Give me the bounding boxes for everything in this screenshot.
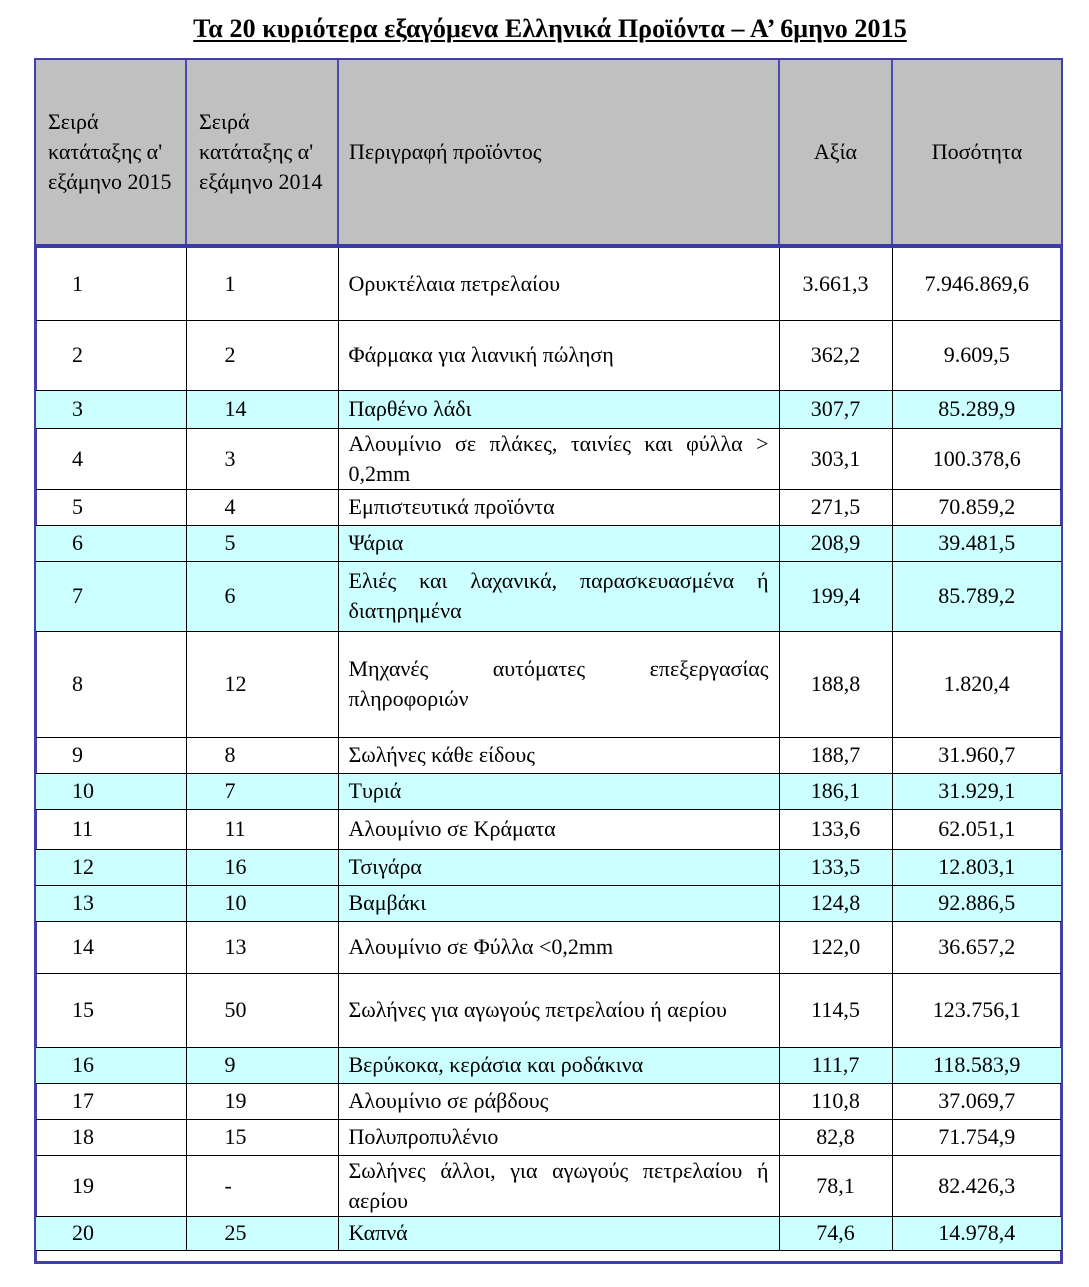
- cell-rank-2015: 1: [36, 246, 186, 320]
- cell-quantity: 37.069,7: [892, 1083, 1061, 1119]
- cell-value: 271,5: [779, 489, 892, 525]
- cell-rank-2015: 17: [36, 1083, 186, 1119]
- cell-value: 3.661,3: [779, 246, 892, 320]
- cell-quantity: 7.946.869,6: [892, 246, 1061, 320]
- cell-description: Φάρμακα για λιανική πώληση: [338, 320, 779, 390]
- cell-rank-2015: 3: [36, 390, 186, 428]
- cell-quantity: 118.583,9: [892, 1047, 1061, 1083]
- cell-description: Τσιγάρα: [338, 849, 779, 885]
- cell-rank-2015: 9: [36, 737, 186, 773]
- cell-rank-2014: 11: [186, 809, 338, 849]
- table-row: [36, 489, 1061, 525]
- cell-description: Σωλήνες κάθε είδους: [338, 737, 779, 773]
- header-rank-2014: [186, 60, 338, 246]
- cell-rank-2015: 16: [36, 1047, 186, 1083]
- cell-value: 362,2: [779, 320, 892, 390]
- cell-description: Ψάρια: [338, 525, 779, 561]
- cell-quantity: 39.481,5: [892, 525, 1061, 561]
- cell-rank-2014: -: [186, 1155, 338, 1216]
- cell-rank-2015: 15: [36, 973, 186, 1047]
- table-row: [36, 1155, 1061, 1216]
- cell-rank-2015: 6: [36, 525, 186, 561]
- cell-value: 188,8: [779, 631, 892, 737]
- cell-quantity: 9.609,5: [892, 320, 1061, 390]
- cell-value: 110,8: [779, 1083, 892, 1119]
- cell-rank-2015: 20: [36, 1216, 186, 1250]
- document-title: Τα 20 κυριότερα εξαγόμενα Ελληνικά Προϊόντα – Α’ 6μηνο 2015: [193, 14, 907, 43]
- cell-rank-2014: 19: [186, 1083, 338, 1119]
- header-quantity: Ποσότητα: [892, 60, 1061, 246]
- cell-description: Βερύκοκα, κεράσια και ροδάκινα: [338, 1047, 779, 1083]
- cell-rank-2015: 18: [36, 1119, 186, 1155]
- table-row: [36, 885, 1061, 921]
- table-row: [36, 737, 1061, 773]
- table-row: [36, 525, 1061, 561]
- table-row: [36, 849, 1061, 885]
- cell-rank-2015: 2: [36, 320, 186, 390]
- cell-rank-2015: 5: [36, 489, 186, 525]
- cell-description: Ελιές και λαχανικά, παρασκευασμένα ή διατηρημένα: [338, 561, 779, 631]
- cell-rank-2015: 7: [36, 561, 186, 631]
- cell-quantity: 12.803,1: [892, 849, 1061, 885]
- cell-rank-2014: 7: [186, 773, 338, 809]
- cell-rank-2014: 13: [186, 921, 338, 973]
- cell-description: Σωλήνες άλλοι, για αγωγούς πετρελαίου ή αερίου: [338, 1155, 779, 1216]
- cell-rank-2014: 1: [186, 246, 338, 320]
- cell-description: Αλουμίνιο σε Κράματα: [338, 809, 779, 849]
- cell-value: 82,8: [779, 1119, 892, 1155]
- cell-rank-2014: 10: [186, 885, 338, 921]
- header-rank-2014-label: Σειρά κατάταξης α' εξάμηνο 2014: [199, 109, 323, 194]
- header-row: [36, 60, 1061, 246]
- cell-quantity: 82.426,3: [892, 1155, 1061, 1216]
- cell-value: 133,6: [779, 809, 892, 849]
- cell-value: 186,1: [779, 773, 892, 809]
- table-row: [36, 320, 1061, 390]
- cell-description: Μηχανές αυτόματες επεξεργασίας πληροφοριών: [338, 631, 779, 737]
- cell-rank-2014: 50: [186, 973, 338, 1047]
- table-row: [36, 631, 1061, 737]
- cell-quantity: 62.051,1: [892, 809, 1061, 849]
- cell-rank-2014: 15: [186, 1119, 338, 1155]
- cell-quantity: 92.886,5: [892, 885, 1061, 921]
- cell-rank-2015: 19: [36, 1155, 186, 1216]
- cell-description: Αλουμίνιο σε Φύλλα <0,2mm: [338, 921, 779, 973]
- cell-value: 303,1: [779, 428, 892, 489]
- cell-value: 133,5: [779, 849, 892, 885]
- cell-rank-2014: 6: [186, 561, 338, 631]
- cell-rank-2015: 11: [36, 809, 186, 849]
- cell-value: 307,7: [779, 390, 892, 428]
- cell-value: 188,7: [779, 737, 892, 773]
- cell-rank-2014: 16: [186, 849, 338, 885]
- cell-quantity: 70.859,2: [892, 489, 1061, 525]
- cell-description: Εμπιστευτικά προϊόντα: [338, 489, 779, 525]
- cell-value: 114,5: [779, 973, 892, 1047]
- cell-rank-2014: 3: [186, 428, 338, 489]
- cell-value: 78,1: [779, 1155, 892, 1216]
- cell-description: Σωλήνες για αγωγούς πετρελαίου ή αερίου: [338, 973, 779, 1047]
- cell-rank-2014: 9: [186, 1047, 338, 1083]
- table-header: [36, 60, 1061, 246]
- cell-quantity: 100.378,6: [892, 428, 1061, 489]
- cell-description: Βαμβάκι: [338, 885, 779, 921]
- cell-description: Παρθένο λάδι: [338, 390, 779, 428]
- cell-description: Αλουμίνιο σε πλάκες, ταινίες και φύλλα > 0,2mm: [338, 428, 779, 489]
- cell-value: 208,9: [779, 525, 892, 561]
- table-row: [36, 921, 1061, 973]
- cell-quantity: 31.929,1: [892, 773, 1061, 809]
- cell-value: 122,0: [779, 921, 892, 973]
- cell-quantity: 36.657,2: [892, 921, 1061, 973]
- exports-table: [36, 60, 1061, 1251]
- cell-rank-2015: 8: [36, 631, 186, 737]
- table-row: [36, 1216, 1061, 1250]
- cell-rank-2014: 4: [186, 489, 338, 525]
- table-row: [36, 428, 1061, 489]
- cell-description: Τυριά: [338, 773, 779, 809]
- table-row: [36, 1047, 1061, 1083]
- table-row: [36, 246, 1061, 320]
- cell-value: 124,8: [779, 885, 892, 921]
- cell-rank-2014: 14: [186, 390, 338, 428]
- table-row: [36, 561, 1061, 631]
- cell-quantity: 123.756,1: [892, 973, 1061, 1047]
- cell-value: 74,6: [779, 1216, 892, 1250]
- cell-description: Ορυκτέλαια πετρελαίου: [338, 246, 779, 320]
- cell-rank-2015: 14: [36, 921, 186, 973]
- cell-value: 199,4: [779, 561, 892, 631]
- cell-quantity: 1.820,4: [892, 631, 1061, 737]
- cell-rank-2014: 8: [186, 737, 338, 773]
- cell-rank-2015: 13: [36, 885, 186, 921]
- header-rank-2015: [36, 60, 186, 246]
- cell-quantity: 14.978,4: [892, 1216, 1061, 1250]
- table-row: [36, 390, 1061, 428]
- cell-quantity: 85.289,9: [892, 390, 1061, 428]
- table-row: [36, 809, 1061, 849]
- table-row: [36, 1083, 1061, 1119]
- table-row: [36, 973, 1061, 1047]
- cell-rank-2014: 25: [186, 1216, 338, 1250]
- header-description: Περιγραφή προϊόντος: [338, 60, 779, 246]
- cell-description: Καπνά: [338, 1216, 779, 1250]
- cell-quantity: 31.960,7: [892, 737, 1061, 773]
- header-value: Αξία: [779, 60, 892, 246]
- cell-rank-2014: 12: [186, 631, 338, 737]
- table-body: [36, 246, 1061, 1250]
- cell-rank-2015: 4: [36, 428, 186, 489]
- cell-quantity: 71.754,9: [892, 1119, 1061, 1155]
- header-rank-2015-label: Σειρά κατάταξης α' εξάμηνο 2015: [48, 109, 172, 194]
- cell-value: 111,7: [779, 1047, 892, 1083]
- cell-description: Πολυπροπυλένιο: [338, 1119, 779, 1155]
- cell-quantity: 85.789,2: [892, 561, 1061, 631]
- cell-description: Αλουμίνιο σε ράβδους: [338, 1083, 779, 1119]
- cell-rank-2015: 12: [36, 849, 186, 885]
- cell-rank-2014: 5: [186, 525, 338, 561]
- table-row: [36, 773, 1061, 809]
- cell-rank-2015: 10: [36, 773, 186, 809]
- cell-rank-2014: 2: [186, 320, 338, 390]
- table-row: [36, 1119, 1061, 1155]
